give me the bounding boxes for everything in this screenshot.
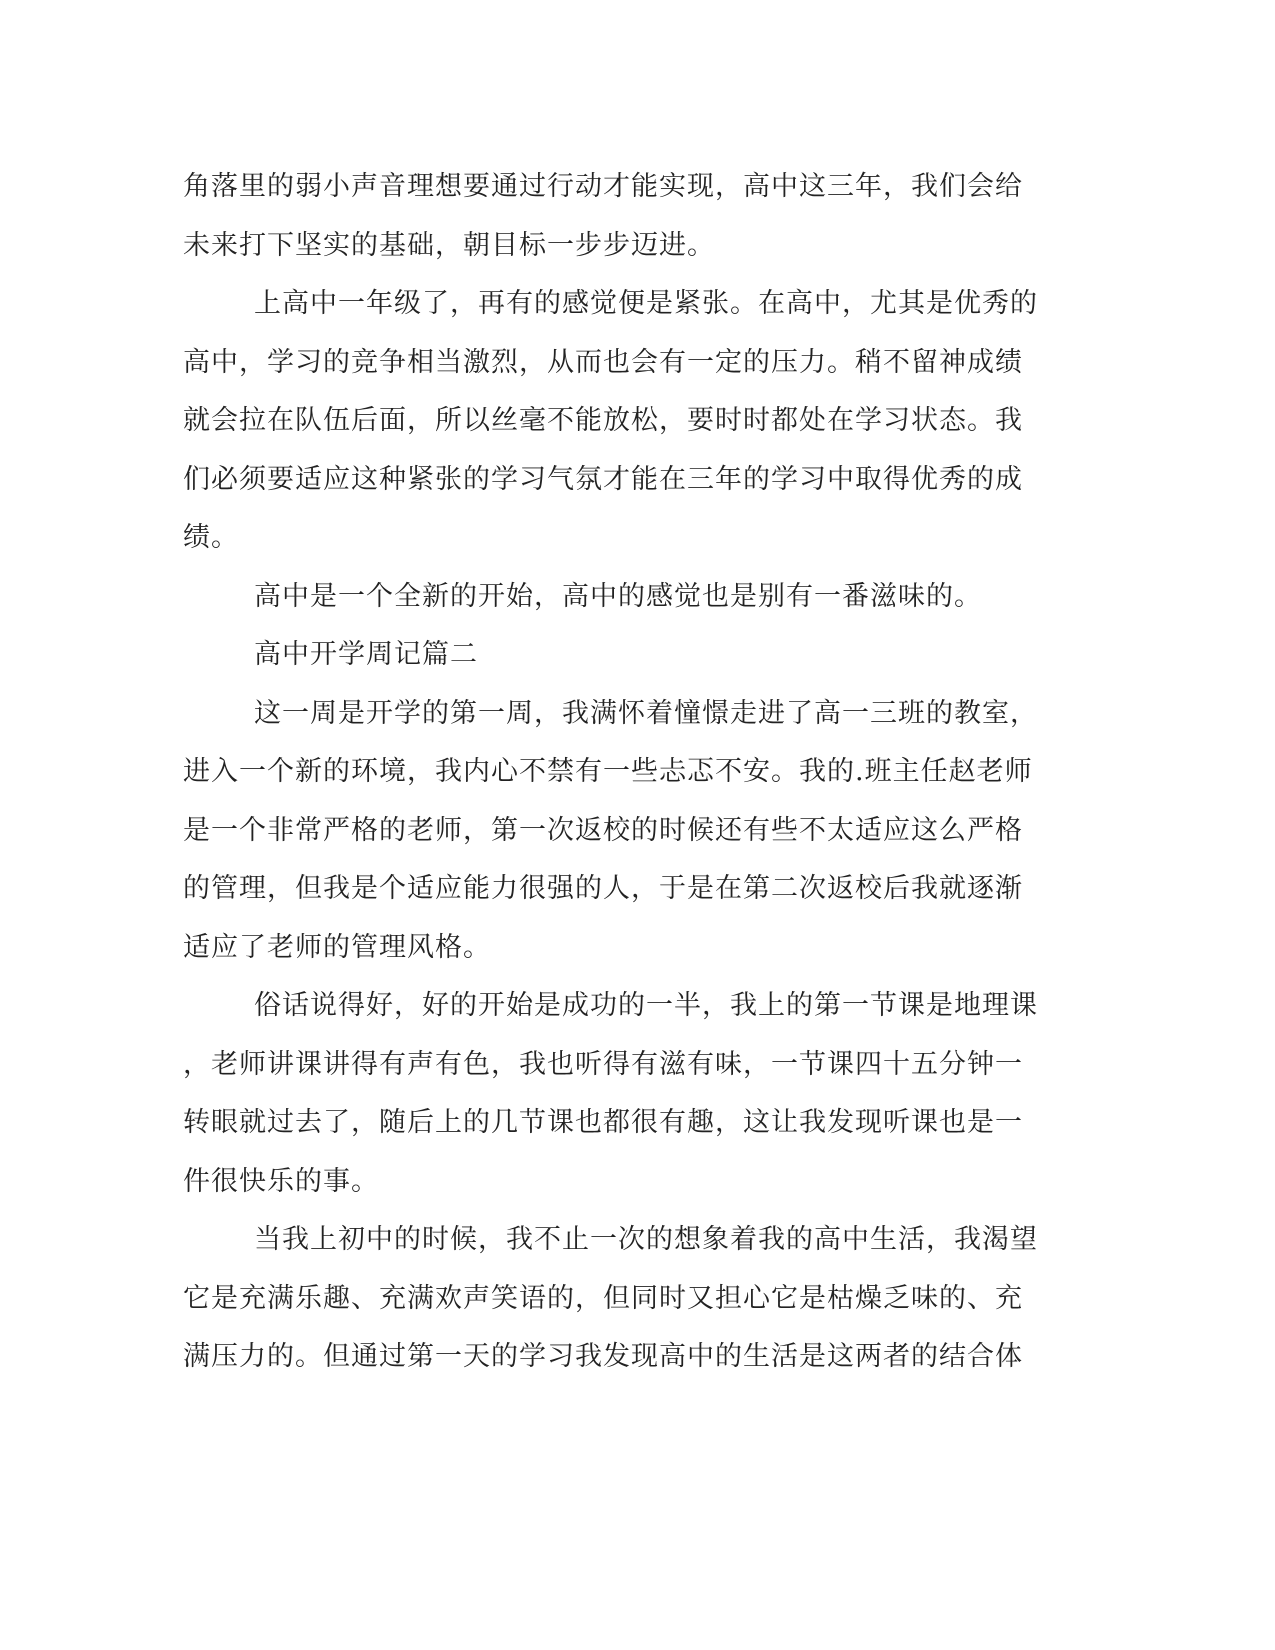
paragraph-start-line: 这一周是开学的第一周，我满怀着憧憬走进了高一三班的教室， <box>254 697 1038 729</box>
text-line: 角落里的弱小声音理想要通过行动才能实现，高中这三年，我们会给 <box>183 171 1023 202</box>
text-line: 高中，学习的竞争相当激烈，从而也会有一定的压力。稍不留神成绩 <box>183 346 1023 378</box>
text-line: 进入一个新的环境，我内心不禁有一些忐忑不安。我的.班主任赵老师 <box>183 756 1033 787</box>
section-heading: 高中开学周记篇二 <box>254 639 478 670</box>
text-line: 满压力的。但通过第一天的学习我发现高中的生活是这两者的结合体 <box>183 1341 1023 1372</box>
text-line: 的管理，但我是个适应能力很强的人，于是在第二次返校后我就逐渐 <box>183 873 1023 904</box>
text-line: 适应了老师的管理风格。 <box>183 931 491 963</box>
text-line: 件很快乐的事。 <box>183 1165 379 1197</box>
paragraph-start-line: 当我上初中的时候，我不止一次的想象着我的高中生活，我渴望 <box>254 1224 1038 1255</box>
text-line: ，老师讲课讲得有声有色，我也听得有滋有味，一节课四十五分钟一 <box>183 1048 1023 1080</box>
text-line: 是一个非常严格的老师，第一次返校的时候还有些不太适应这么严格 <box>183 814 1023 846</box>
text-line: 就会拉在队伍后面，所以丝毫不能放松，要时时都处在学习状态。我 <box>183 405 1023 436</box>
document-body <box>183 158 1093 1387</box>
paragraph-start-line: 俗话说得好，好的开始是成功的一半，我上的第一节课是地理课 <box>254 990 1038 1021</box>
text-line: 它是充满乐趣、充满欢声笑语的，但同时又担心它是枯燥乏味的、充 <box>183 1282 1023 1314</box>
text-line: 未来打下坚实的基础，朝目标一步步迈进。 <box>183 229 715 261</box>
text-line: 转眼就过去了，随后上的几节课也都很有趣，这让我发现听课也是一 <box>183 1107 1023 1138</box>
text-line: 们必须要适应这种紧张的学习气氛才能在三年的学习中取得优秀的成 <box>183 463 1023 495</box>
paragraph-start-line: 高中是一个全新的开始，高中的感觉也是别有一番滋味的。 <box>254 580 982 612</box>
text-line: 绩。 <box>183 522 239 553</box>
paragraph-start-line: 上高中一年级了，再有的感觉便是紧张。在高中，尤其是优秀的 <box>254 288 1038 319</box>
